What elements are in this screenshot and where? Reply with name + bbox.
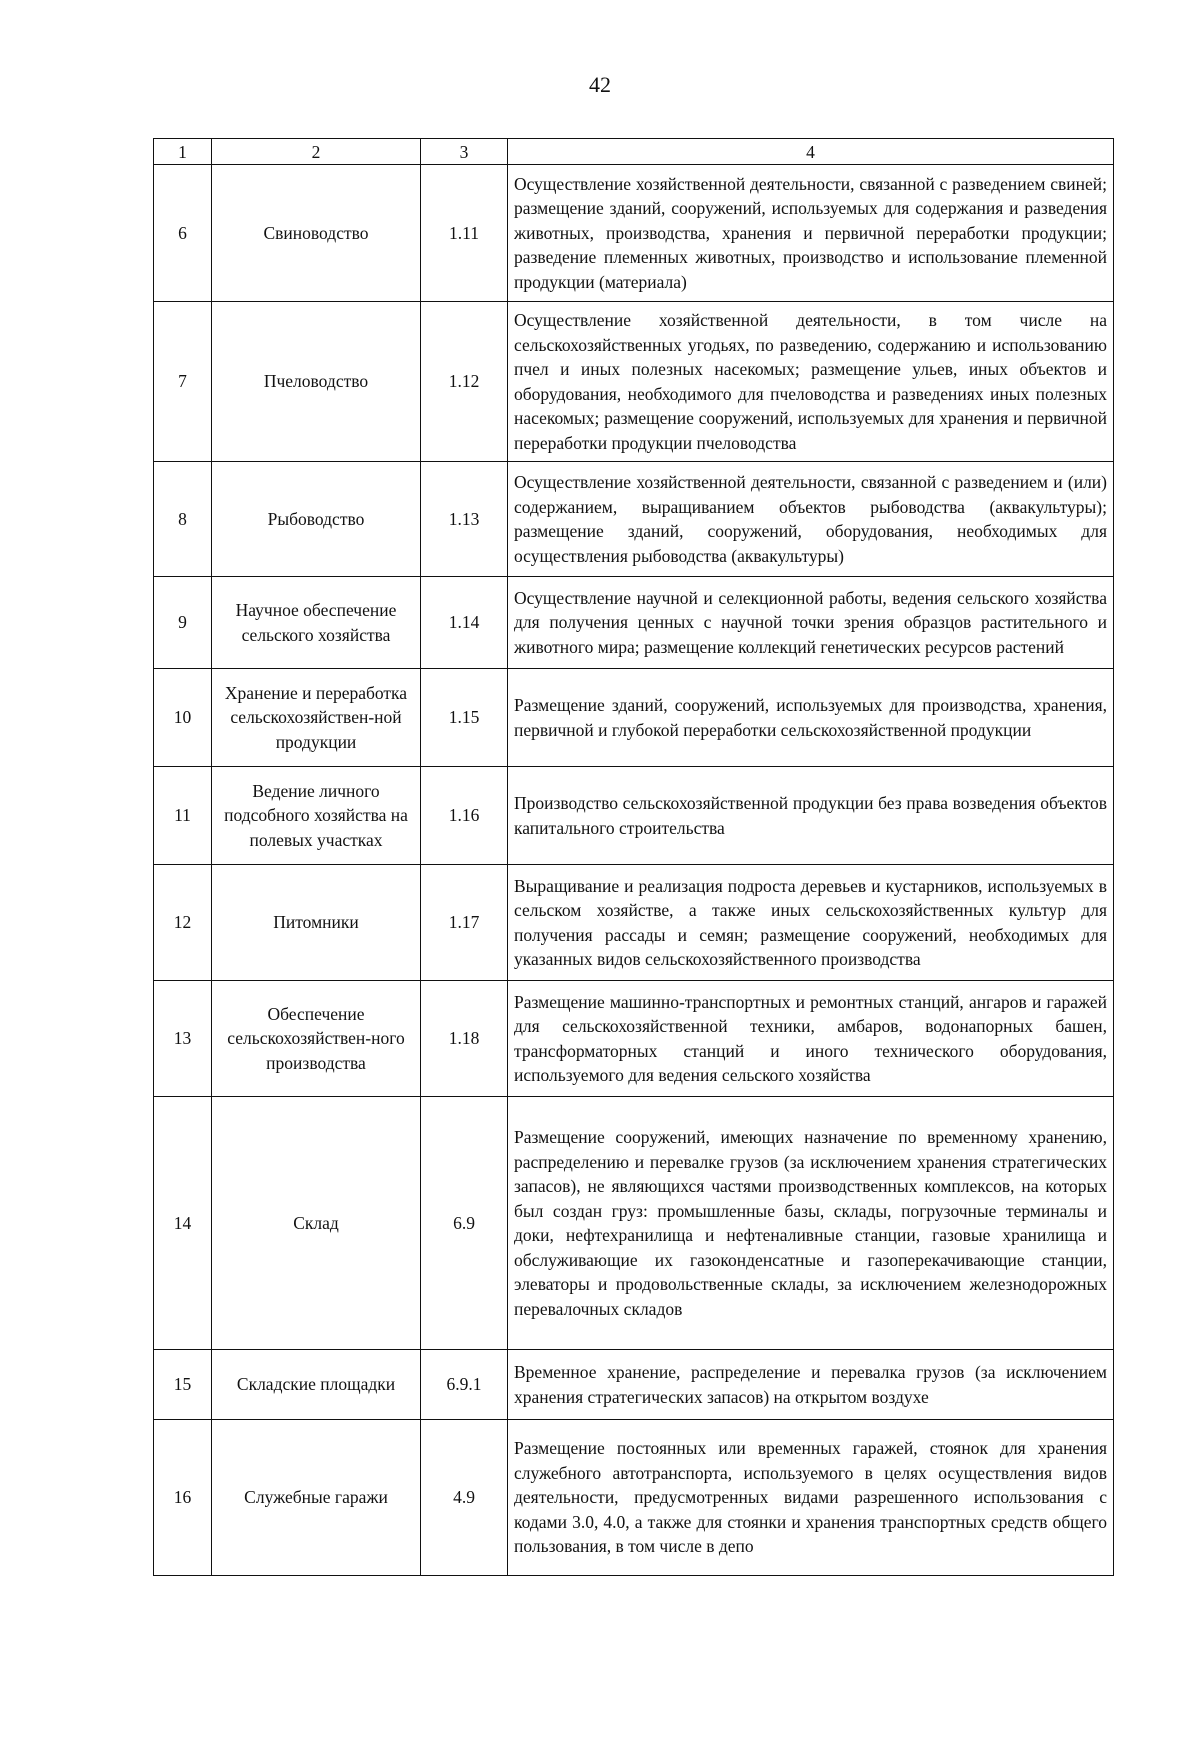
land-use-code: 1.16 (421, 767, 508, 865)
land-use-name: Складские площадки (212, 1350, 421, 1420)
land-use-code: 1.14 (421, 577, 508, 669)
land-use-name: Питомники (212, 865, 421, 981)
table-row (154, 767, 1114, 865)
table-row (154, 302, 1114, 462)
land-use-code: 6.9.1 (421, 1350, 508, 1420)
land-use-table (153, 138, 1114, 1576)
land-use-description: Размещение зданий, сооружений, используемых для производства, хранения, первичной и глубокой переработки сельскохозяйственной продукции (508, 669, 1114, 767)
land-use-description: Производство сельскохозяйственной продукции без права возведения объектов капитального строительства (508, 767, 1114, 865)
land-use-code: 1.11 (421, 165, 508, 302)
table-row (154, 462, 1114, 577)
table-row (154, 165, 1114, 302)
land-use-code: 1.15 (421, 669, 508, 767)
page-number: 42 (589, 72, 611, 97)
land-use-code: 1.12 (421, 302, 508, 462)
land-use-code: 1.18 (421, 981, 508, 1097)
land-use-name: Рыбоводство (212, 462, 421, 577)
row-number: 13 (154, 981, 212, 1097)
land-use-code: 1.17 (421, 865, 508, 981)
land-use-name: Склад (212, 1097, 421, 1350)
table-row (154, 981, 1114, 1097)
land-use-name: Свиноводство (212, 165, 421, 302)
column-header: 1 (154, 139, 212, 165)
table-row (154, 1097, 1114, 1350)
land-use-description: Выращивание и реализация подроста деревьев и кустарников, используемых в сельском хозяйстве, а также иных сельскохозяйственных культур для получения рассады и семян; размещение сооружений, необходимых для указанных видов сельскохозяйственного производства (508, 865, 1114, 981)
row-number: 6 (154, 165, 212, 302)
row-number: 16 (154, 1420, 212, 1576)
row-number: 9 (154, 577, 212, 669)
row-number: 11 (154, 767, 212, 865)
table-row (154, 865, 1114, 981)
land-use-description: Размещение машинно-транспортных и ремонтных станций, ангаров и гаражей для сельскохозяйственной техники, амбаров, водонапорных башен, трансформаторных станций и иного технического оборудования, используемого для ведения сельского хозяйства (508, 981, 1114, 1097)
land-use-code: 4.9 (421, 1420, 508, 1576)
table-row (154, 1350, 1114, 1420)
row-number: 14 (154, 1097, 212, 1350)
row-number: 8 (154, 462, 212, 577)
column-header: 4 (508, 139, 1114, 165)
table-row (154, 1420, 1114, 1576)
column-header: 3 (421, 139, 508, 165)
land-use-name: Служебные гаражи (212, 1420, 421, 1576)
table-header-row (154, 139, 1114, 165)
land-use-name: Обеспечение сельскохозяйствен-ного производства (212, 981, 421, 1097)
land-use-description: Осуществление научной и селекционной работы, ведения сельского хозяйства для получения ценных с научной точки зрения образцов растительного и животного мира; размещение коллекций генетических ресурсов растений (508, 577, 1114, 669)
land-use-name: Пчеловодство (212, 302, 421, 462)
land-use-description: Временное хранение, распределение и перевалка грузов (за исключением хранения стратегических запасов) на открытом воздухе (508, 1350, 1114, 1420)
row-number: 12 (154, 865, 212, 981)
land-use-description: Осуществление хозяйственной деятельности, связанной с разведением и (или) содержанием, выращиванием объектов рыбоводства (аквакультуры); размещение зданий, сооружений, оборудования, необходимых для осуществления рыбоводства (аквакультуры) (508, 462, 1114, 577)
land-use-name: Научное обеспечение сельского хозяйства (212, 577, 421, 669)
table-row (154, 577, 1114, 669)
column-header: 2 (212, 139, 421, 165)
land-use-description: Осуществление хозяйственной деятельности, связанной с разведением свиней; размещение зданий, сооружений, используемых для содержания и разведения животных, производства, хранения и первичной переработки продукции; разведение племенных животных, производство и использование племенной продукции (материала) (508, 165, 1114, 302)
row-number: 10 (154, 669, 212, 767)
land-use-name: Хранение и переработка сельскохозяйствен-ной продукции (212, 669, 421, 767)
row-number: 15 (154, 1350, 212, 1420)
land-use-description: Размещение постоянных или временных гаражей, стоянок для хранения служебного автотранспорта, используемого в целях осуществления видов деятельности, предусмотренных видами разрешенного использования с кодами 3.0, 4.0, а также для стоянки и хранения транспортных средств общего пользования, в том числе в депо (508, 1420, 1114, 1576)
row-number: 7 (154, 302, 212, 462)
land-use-code: 6.9 (421, 1097, 508, 1350)
land-use-description: Размещение сооружений, имеющих назначение по временному хранению, распределению и перевалке грузов (за исключением хранения стратегических запасов), не являющихся частями производственных комплексов, на которых был создан груз: промышленные базы, склады, погрузочные терминалы и доки, нефтехранилища и нефтеналивные станции, газовые хранилища и обслуживающие их газоконденсатные и газоперекачивающие станции, элеваторы и продовольственные склады, за исключением железнодорожных перевалочных складов (508, 1097, 1114, 1350)
land-use-name: Ведение личного подсобного хозяйства на полевых участках (212, 767, 421, 865)
land-use-description: Осуществление хозяйственной деятельности, в том числе на сельскохозяйственных угодьях, по разведению, содержанию и использованию пчел и иных полезных насекомых; размещение ульев, иных объектов и оборудования, необходимого для пчеловодства и разведениях иных полезных насекомых; размещение сооружений, используемых для хранения и первичной переработки продукции пчеловодства (508, 302, 1114, 462)
table-row (154, 669, 1114, 767)
land-use-code: 1.13 (421, 462, 508, 577)
